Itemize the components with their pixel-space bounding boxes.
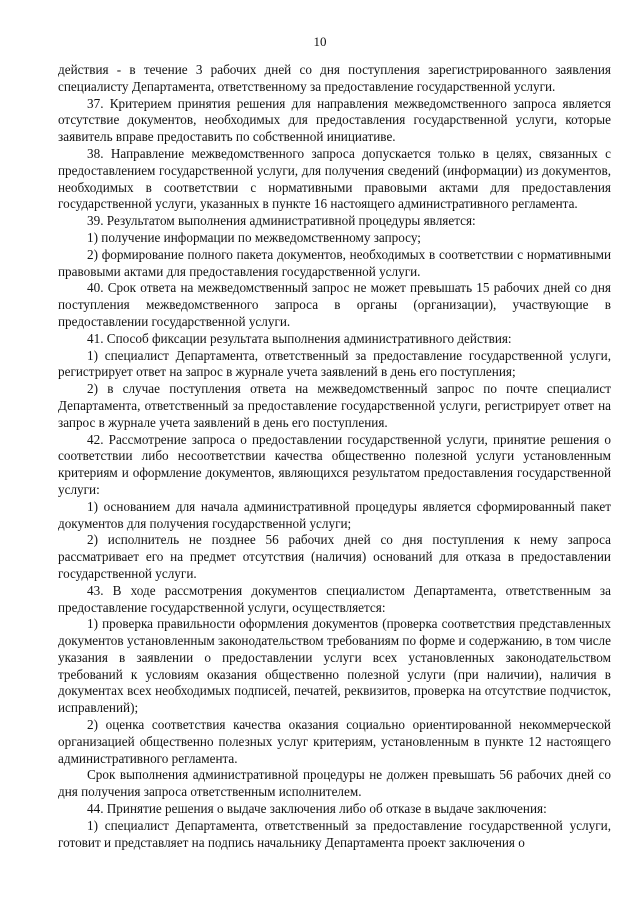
paragraph: действия - в течение 3 рабочих дней со дня поступления зарегистрированного заявления специалисту Департамента, ответственному за предоставление государственной услуги. [58, 62, 611, 94]
paragraph: 42. Рассмотрение запроса о предоставлении государственной услуги, принятие решения о соответствии либо несоответствии качества общественно полезной услуги установленным критериям и оформление документов, являющихся результатом предоставления государственной услуги: [58, 431, 611, 497]
paragraph: 44. Принятие решения о выдаче заключения либо об отказе в выдаче заключения: [87, 801, 547, 817]
paragraph: 40. Срок ответа на межведомственный запрос не может превышать 15 рабочих дней со дня поступления межведомственного запроса в органы (организации), участвующие в предоставлении государственной услуги. [58, 280, 611, 329]
paragraph: 37. Критерием принятия решения для направления межведомственного запроса является отсутствие документов, необходимых для предоставления государственной услуги, которые заявитель вправе предоставить по собственной инициативе. [58, 95, 611, 145]
paragraph: 2) оценка соответствия качества оказания социально ориентированной некоммерческой организацией общественно полезных услуг критериям, установленным в пункте 12 настоящего административного регламента. [58, 717, 611, 766]
paragraph: 2) исполнитель не позднее 56 рабочих дней со дня поступления к нему запроса рассматривает его на предмет отсутствия (наличия) оснований для отказа в предоставлении государственной услуги. [58, 532, 611, 581]
paragraph: Срок выполнения административной процедуры не должен превышать 56 рабочих дней со дня получения запроса ответственным исполнителем. [58, 767, 611, 800]
document-body [58, 62, 611, 851]
paragraph: 39. Результатом выполнения административной процедуры является: [87, 213, 476, 229]
paragraph: 1) проверка правильности оформления документов (проверка соответствия представленных документов установленным законодательством требованиям по форме и содержанию, в том числе указания в заявлении о предоставлении услуги всех установленных законодательством требований к условиям оказания общественно полезной услуги (при наличии), наличия в документах всех необходимых подписей, печатей, реквизитов, проверка на отсутствие подчисток, исправлений); [58, 616, 611, 716]
paragraph: 41. Способ фиксации результата выполнения административного действия: [87, 330, 512, 346]
paragraph: 1) получение информации по межведомственному запросу; [87, 229, 421, 245]
paragraph: 2) в случае поступления ответа на межведомственный запрос по почте специалист Департамента, ответственный за предоставление государственной услуги, регистрирует ответ на запрос в журнале учета заявлений в день его поступления. [58, 381, 611, 430]
page-number: 10 [313, 34, 327, 49]
paragraph: 43. В ходе рассмотрения документов специалистом Департамента, ответственным за предоставление государственной услуги, осуществляется: [58, 582, 611, 615]
paragraph: 1) специалист Департамента, ответственный за предоставление государственной услуги, регистрирует ответ на запрос в журнале учета заявлений в день его поступления; [58, 347, 611, 380]
paragraph: 1) специалист Департамента, ответственный за предоставление государственной услуги, готовит и представляет на подпись начальнику Департамента проект заключения о [58, 817, 611, 850]
paragraph: 38. Направление межведомственного запроса допускается только в целях, связанных с предоставлением государственной услуги, для получения сведений (информации) из документов, необходимых в соответствии с нормативными правовыми актами для предоставления государственной услуги, указанных в пункте 16 настоящего административного регламента. [58, 145, 611, 212]
paragraph: 1) основанием для начала административной процедуры является сформированный пакет документов для получения государственной услуги; [58, 498, 611, 531]
paragraph: 2) формирование полного пакета документов, необходимых в соответствии с нормативными правовыми актами для предоставления государственной услуги. [58, 246, 611, 279]
